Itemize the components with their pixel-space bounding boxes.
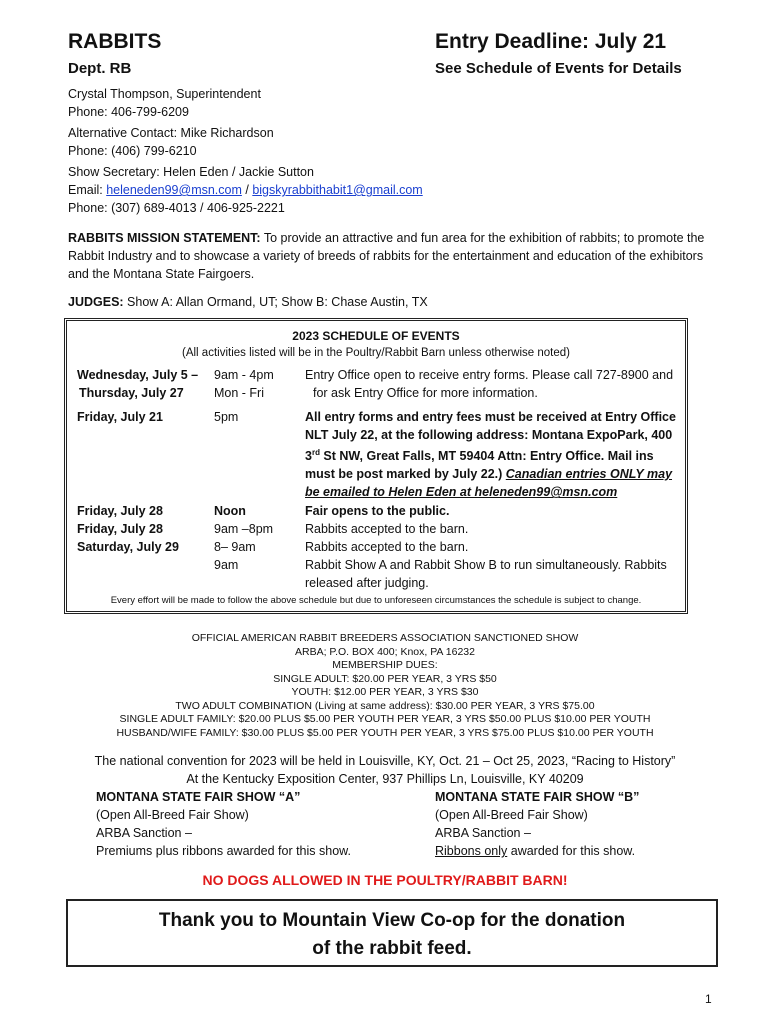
arba-line: HUSBAND/WIFE FAMILY: $30.00 PLUS $5.00 PER YOUTH PER YEAR, 3 YRS $75.00 PLUS $10.00 PER YOUTH — [116, 726, 654, 739]
schedule-time: 5pm — [214, 410, 239, 424]
schedule-time: Noon — [214, 504, 246, 518]
schedule-time: 8– 9am — [214, 540, 256, 554]
show-a-line: Premiums plus ribbons awarded for this show. — [96, 844, 351, 858]
arba-line: TWO ADULT COMBINATION (Living at same address): $30.00 PER YEAR, 3 YRS $75.00 — [175, 699, 595, 712]
mission-statement — [68, 229, 723, 283]
schedule-time: 9am — [214, 558, 239, 572]
convention-line: The national convention for 2023 will be held in Louisville, KY, Oct. 21 – Oct 25, 2023, “Racing to History” — [94, 754, 676, 768]
schedule-description: Rabbit Show A and Rabbit Show B to run simultaneously. Rabbits released after judging. — [305, 558, 667, 590]
show-secretary-email: Email: heleneden99@msn.com / bigskyrabbithabit1@gmail.com — [68, 183, 423, 197]
department-label: Dept. RB — [68, 60, 132, 77]
schedule-description: Fair opens to the public. — [305, 504, 450, 518]
show-b-title: MONTANA STATE FAIR SHOW “B” — [435, 790, 640, 804]
show-a-line: (Open All-Breed Fair Show) — [96, 808, 249, 822]
show-b-line: ARBA Sanction – — [435, 826, 531, 840]
judges-line — [68, 293, 723, 311]
show-secretary-phone: Phone: (307) 689-4013 / 406-925-2221 — [68, 201, 285, 215]
thank-you-line: of the rabbit feed. — [312, 938, 472, 959]
schedule-time: 9am - 4pm — [214, 368, 274, 382]
superintendent-name: Crystal Thompson, Superintendent — [68, 87, 261, 101]
schedule-title: 2023 SCHEDULE OF EVENTS — [292, 329, 460, 343]
arba-line: SINGLE ADULT FAMILY: $20.00 PLUS $5.00 PER YOUTH PER YEAR, 3 YRS $50.00 PLUS $10.00 PER YOUTH — [119, 713, 651, 725]
arba-line: YOUTH: $12.00 PER YEAR, 3 YRS $30 — [291, 686, 479, 698]
show-a-title: MONTANA STATE FAIR SHOW “A” — [96, 790, 301, 804]
email-link-heleneden[interactable]: heleneden99@msn.com — [106, 183, 242, 197]
no-dogs-notice: NO DOGS ALLOWED IN THE POULTRY/RABBIT BARN! — [202, 872, 568, 888]
schedule-description: Rabbits accepted to the barn. — [305, 522, 469, 536]
mission-text: To provide an attractive and fun area for the exhibition of rabbits; to promote the Rabbit Industry and to showcase a variety of breeds of rabbits for the entertainment and education of the exhibitors and the Montana State Fairgoers. — [68, 231, 705, 281]
arba-line: ARBA; P.O. BOX 400; Knox, PA 16232 — [295, 645, 475, 658]
schedule-footnote: Every effort will be made to follow the above schedule but due to unforeseen circumstances the schedule is subject to change. — [110, 595, 642, 606]
national-convention-note — [60, 752, 710, 788]
thank-you-line: Thank you to Mountain View Co-op for the donation — [158, 910, 626, 931]
superintendent-phone: Phone: 406-799-6209 — [68, 105, 189, 119]
schedule-date: Thursday, July 27 — [79, 386, 184, 400]
show-b-line: Ribbons only awarded for this show. — [435, 844, 636, 858]
alternative-contact-name: Alternative Contact: Mike Richardson — [68, 126, 274, 140]
show-a-line: ARBA Sanction – — [96, 826, 192, 840]
schedule-date: Saturday, July 29 — [77, 540, 179, 554]
schedule-time: Mon - Fri — [214, 386, 264, 400]
arba-membership-block — [60, 632, 710, 740]
entry-deadline: Entry Deadline: July 21 — [435, 30, 667, 53]
mission-label: RABBITS MISSION STATEMENT: — [68, 231, 261, 245]
email-link-bigskyrabbithabit[interactable]: bigskyrabbithabit1@gmail.com — [252, 183, 423, 197]
show-b-block — [435, 788, 639, 860]
arba-line: SINGLE ADULT: $20.00 PER YEAR, 3 YRS $50 — [273, 672, 497, 685]
show-b-line: (Open All-Breed Fair Show) — [435, 808, 588, 822]
alternative-contact-phone: Phone: (406) 799-6210 — [68, 144, 197, 158]
schedule-description: Rabbits accepted to the barn. — [305, 540, 469, 554]
convention-line: At the Kentucky Exposition Center, 937 Phillips Ln, Louisville, KY 40209 — [186, 772, 584, 786]
schedule-description: Entry Office open to receive entry forms. Please call 727-8900 and — [305, 368, 674, 382]
arba-line: OFFICIAL AMERICAN RABBIT BREEDERS ASSOCIATION SANCTIONED SHOW — [191, 632, 579, 644]
see-schedule-note: See Schedule of Events for Details — [435, 60, 682, 77]
schedule-description: All entry forms and entry fees must be received at Entry Office NLT July 22, at the following address: Montana ExpoPark, 400 3rd St NW, Great Falls, MT 59404 Attn: Entry Office. Mail ins must be post marked by July 22.) Canadian entries ONLY may be emailed to Helen Eden at heleneden99@msn.com — [305, 410, 676, 500]
show-a-block — [96, 788, 351, 860]
page-number: 1 — [705, 992, 712, 1006]
schedule-of-events-box — [66, 320, 686, 612]
schedule-description: for ask Entry Office for more information. — [313, 386, 538, 400]
schedule-date: Friday, July 28 — [77, 504, 163, 518]
arba-line: MEMBERSHIP DUES: — [332, 659, 438, 671]
schedule-date: Wednesday, July 5 – — [77, 368, 199, 382]
thank-you-box — [66, 899, 718, 967]
schedule-subtitle: (All activities listed will be in the Poultry/Rabbit Barn unless otherwise noted) — [182, 347, 570, 359]
schedule-date: Friday, July 21 — [77, 410, 163, 424]
judges-label: JUDGES: — [68, 295, 124, 309]
schedule-date: Friday, July 28 — [77, 522, 163, 536]
show-secretary-name: Show Secretary: Helen Eden / Jackie Sutton — [68, 165, 314, 179]
contact-block — [68, 85, 423, 217]
judges-text: Show A: Allan Ormand, UT; Show B: Chase Austin, TX — [123, 295, 428, 309]
page-title: RABBITS — [68, 30, 162, 53]
schedule-time: 9am –8pm — [214, 522, 274, 536]
canadian-entries-note: Canadian entries ONLY may be emailed to Helen Eden at heleneden99@msn.com — [305, 467, 673, 500]
